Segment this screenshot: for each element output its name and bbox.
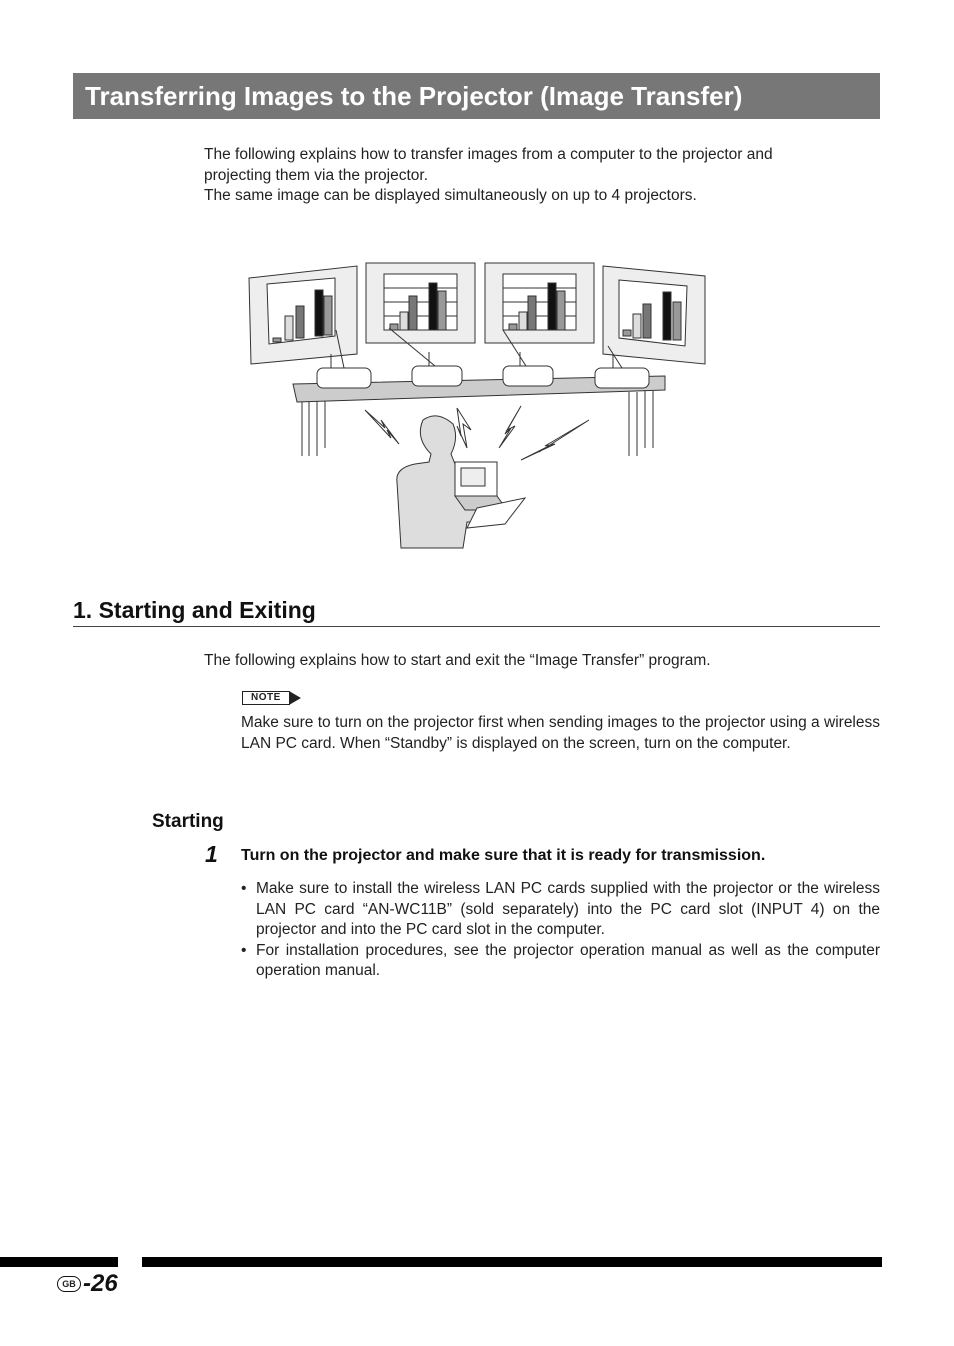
footer-rule-right [142,1257,882,1267]
image-transfer-illustration [245,258,715,553]
bullet-icon: • [241,880,247,897]
section-intro: The following explains how to start and exit the “Image Transfer” program. [204,652,711,669]
signal-bolt-2 [457,408,471,448]
projector-3 [503,366,553,386]
list-item [241,941,880,982]
intro-text [204,145,844,207]
projector-2 [412,366,462,386]
footer-rule-left [0,1257,118,1267]
note-label-text: NOTE [242,691,290,705]
projector-4 [595,368,649,388]
note-label [242,691,301,705]
step-number: 1 [205,841,218,867]
section-heading-container [73,597,880,627]
signal-bolt-4 [521,420,589,460]
starting-heading: Starting [152,811,224,832]
step-text: Turn on the projector and make sure that it is ready for transmission. [241,847,766,864]
bullet-list [241,879,880,982]
intro-paragraph-2: The same image can be displayed simultaneously on up to 4 projectors. [204,187,697,204]
page-number [57,1270,118,1298]
section-heading: 1. Starting and Exiting [73,597,316,623]
title-bar [73,73,880,119]
bullet-icon: • [241,941,247,959]
bullet-text: Make sure to install the wireless LAN PC cards supplied with the projector or the wireless LAN PC card “AN-WC11B” (sold separately) into the PC card slot (INPUT 4) on the projector and into the PC card slot in the computer. [256,880,880,938]
intro-paragraph-1: The following explains how to transfer images from a computer to the projector and projecting them via the projector. [204,146,773,184]
page-title: Transferring Images to the Projector (Image Transfer) [85,80,743,111]
projector-1 [317,368,371,388]
note-text: Make sure to turn on the projector first when sending images to the projector using a wireless LAN PC card. When “Standby” is displayed on the screen, turn on the computer. [241,714,880,752]
page-number-text: -26 [83,1270,118,1297]
region-badge-icon: GB [57,1276,81,1292]
bullet-text: For installation procedures, see the projector operation manual as well as the computer operation manual. [256,941,880,979]
list-item [241,879,880,941]
signal-bolt-3 [499,406,521,448]
note-arrow-icon [289,691,301,705]
signal-bolt-1 [365,410,399,444]
